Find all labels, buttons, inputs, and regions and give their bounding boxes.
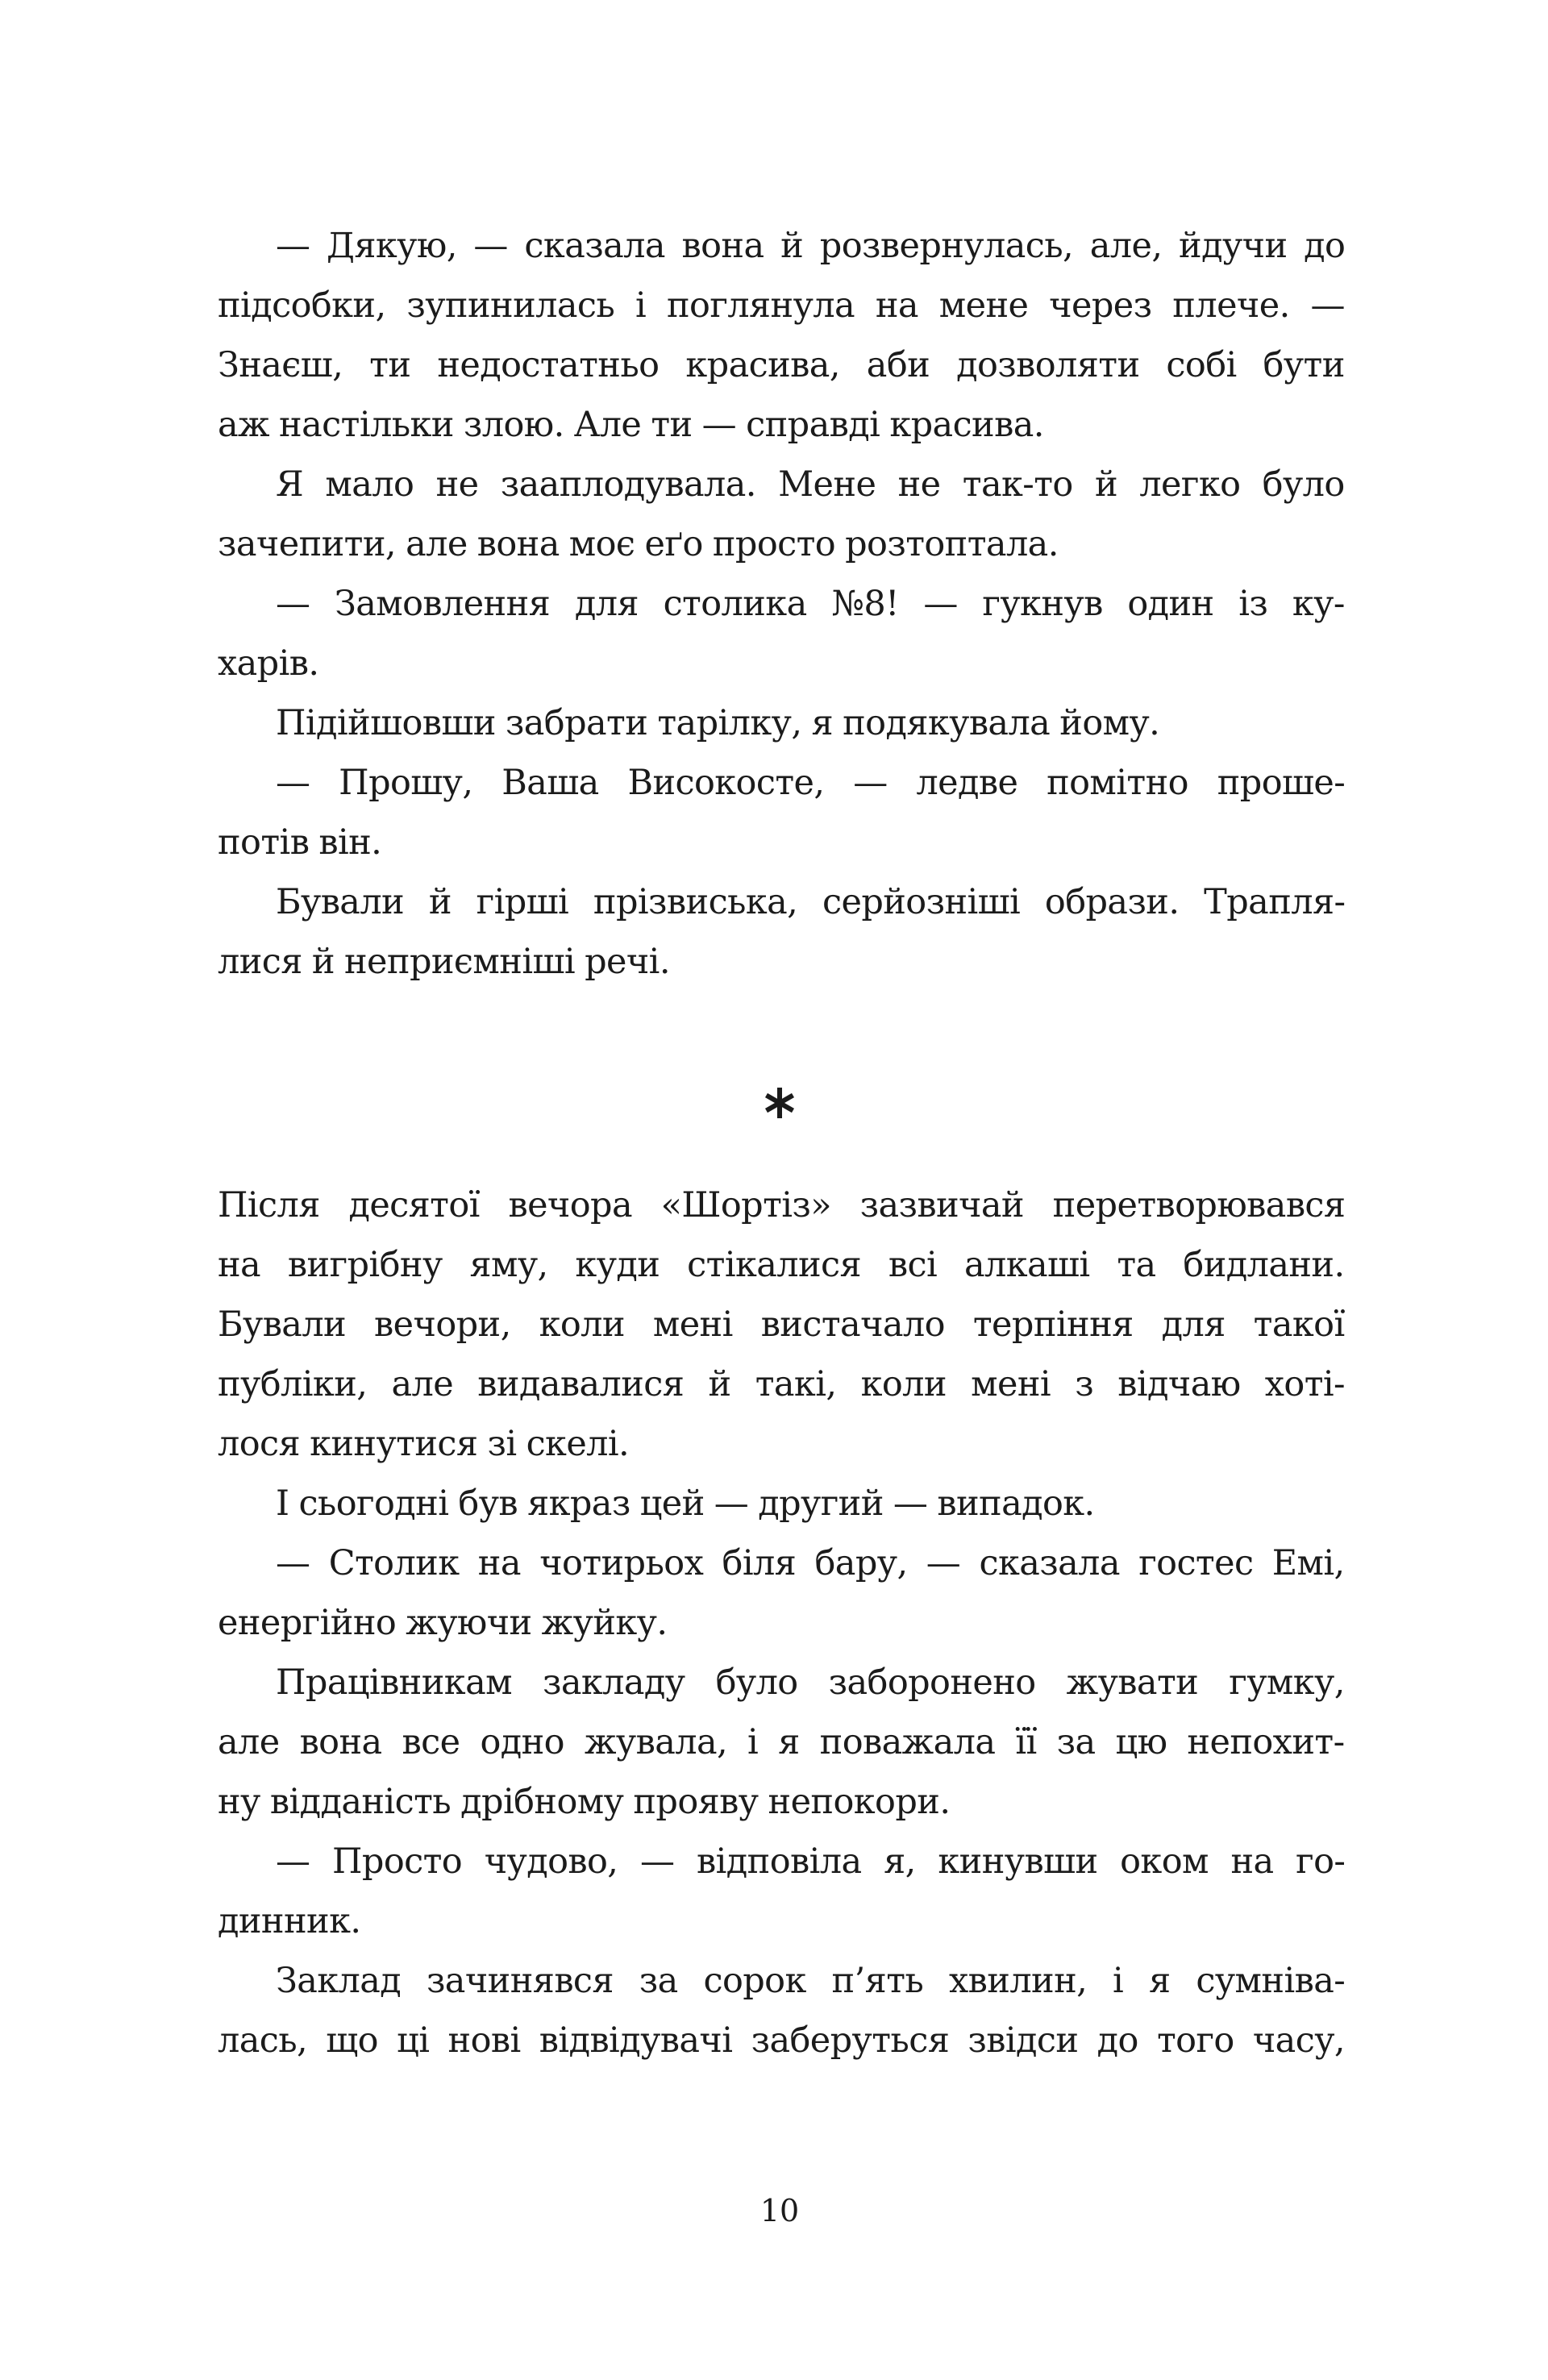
- text-line: [218, 335, 1345, 395]
- text-line: [218, 216, 1345, 276]
- line-text: лося кинутися зі скелі.: [218, 1424, 630, 1464]
- text-line: [218, 932, 1345, 992]
- line-text: Підійшовши забрати тарілку, я подякувала йому.: [276, 703, 1160, 743]
- text-line: [218, 1235, 1345, 1295]
- line-text: Знаєш, ти недостатньо красива, аби дозволяти собі бути: [218, 345, 1345, 385]
- line-text: — Столик на чотирьох біля бару, — сказала гостес Емі,: [276, 1543, 1345, 1583]
- line-text: Бували й гірші прізвиська, серйозніші образи. Трапля-: [276, 882, 1346, 922]
- line-text: підсобки, зупинилась і поглянула на мене через плече. —: [218, 285, 1345, 326]
- line-text: публіки, але видавалися й такі, коли мені з відчаю хоті-: [218, 1364, 1345, 1404]
- text-line: [218, 1533, 1345, 1593]
- line-text: — Замовлення для столика №8! — гукнув один із ку-: [276, 584, 1345, 624]
- text-line: [218, 1772, 1345, 1832]
- text-line: [218, 395, 1345, 455]
- asterisk-icon: [764, 1087, 796, 1119]
- text-line: [218, 1414, 1345, 1474]
- line-text: харів.: [218, 643, 319, 684]
- line-text: але вона все одно жувала, і я поважала її за цю непохит-: [218, 1722, 1345, 1762]
- line-text: Заклад зачинявся за сорок п’ять хвилин, і я сумніва-: [276, 1961, 1346, 2001]
- text-line: [218, 1593, 1345, 1653]
- text-line: [218, 276, 1345, 335]
- text-line: [218, 1951, 1345, 2011]
- line-text: на вигрібну яму, куди стікалися всі алкаші та бидлани.: [218, 1245, 1345, 1285]
- text-line: [218, 753, 1345, 813]
- line-text: Я мало не зааплодувала. Мене не так-то й легко було: [276, 464, 1345, 505]
- section-break: [758, 1087, 801, 1130]
- line-text: ну відданість дрібному прояву непокори.: [218, 1782, 951, 1822]
- text-line: [218, 872, 1345, 932]
- line-text: динник.: [218, 1901, 361, 1941]
- line-text: Бували вечори, коли мені вистачало терпіння для такої: [218, 1304, 1345, 1345]
- text-line: [218, 1354, 1345, 1414]
- page-number: 10: [759, 2193, 800, 2228]
- line-text: лися й неприємніші речі.: [218, 942, 670, 982]
- text-line: [218, 574, 1345, 634]
- line-text: аж настільки злою. Але ти — справді красива.: [218, 405, 1044, 445]
- text-line: [218, 1891, 1345, 1951]
- line-text: — Дякую, — сказала вона й розвернулась, але, йдучи до: [276, 226, 1346, 266]
- line-text: лась, що ці нові відвідувачі заберуться звідси до того часу,: [218, 2020, 1345, 2061]
- text-line: [218, 813, 1345, 872]
- line-text: енергійно жуючи жуйку.: [218, 1603, 668, 1643]
- line-text: — Просто чудово, — відповіла я, кинувши оком на го-: [276, 1841, 1346, 1882]
- line-text: Працівникам закладу було заборонено жувати гумку,: [276, 1662, 1345, 1703]
- text-line: [218, 455, 1345, 514]
- line-text: зачепити, але вона моє еґо просто розтоптала.: [218, 524, 1059, 564]
- text-line: [218, 1474, 1345, 1533]
- text-line: [218, 1832, 1345, 1891]
- text-line: [218, 693, 1345, 753]
- text-line: [218, 2011, 1345, 2070]
- line-text: Після десятої вечора «Шортіз» зазвичай перетворювався: [218, 1185, 1346, 1225]
- text-line: [218, 1175, 1345, 1235]
- text-line: [218, 1295, 1345, 1354]
- text-line: [218, 1653, 1345, 1712]
- line-text: потів він.: [218, 822, 382, 863]
- line-text: — Прошу, Ваша Високосте, — ледве помітно проше-: [276, 763, 1346, 803]
- line-text: І сьогодні був якраз цей — другий — випадок.: [276, 1483, 1095, 1524]
- text-line: [218, 514, 1345, 574]
- text-line: [218, 1712, 1345, 1772]
- text-line: [218, 634, 1345, 693]
